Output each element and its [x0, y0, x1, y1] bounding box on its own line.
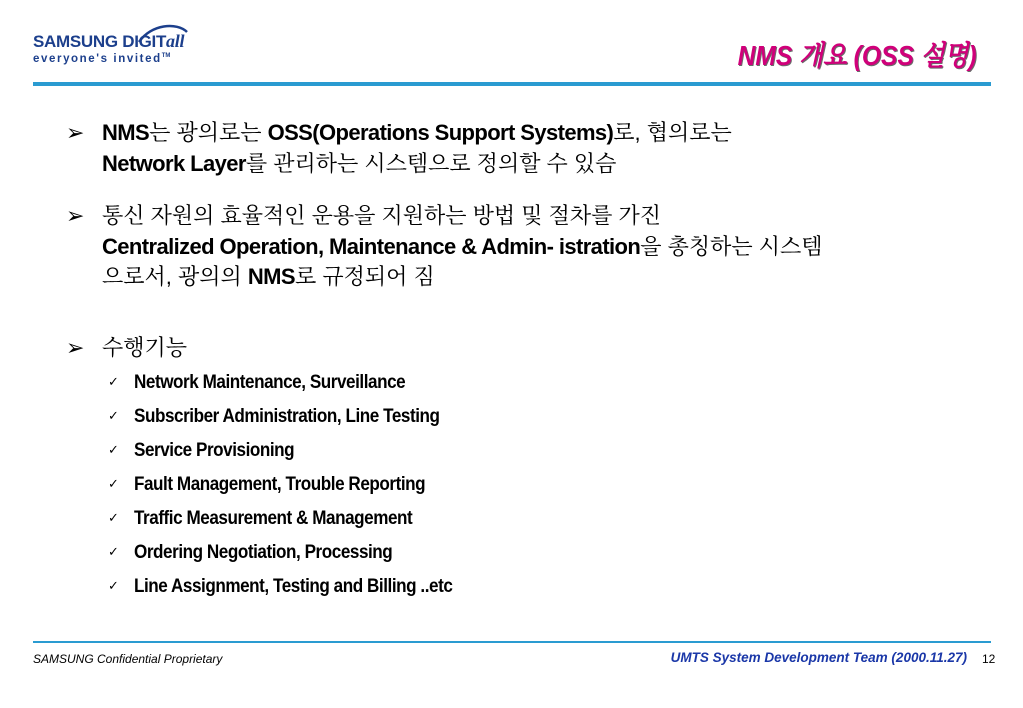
function-item-label: Network Maintenance, Surveillance — [134, 372, 406, 393]
function-item-label: Service Provisioning — [134, 440, 295, 461]
check-icon: ✓ — [108, 510, 119, 525]
text-run: 를 관리하는 시스템으로 정의할 수 있슴 — [245, 150, 617, 176]
function-item-label: Traffic Measurement & Management — [134, 508, 413, 529]
bold-term: NMS — [102, 120, 150, 145]
bold-term: NMS — [247, 264, 295, 289]
paragraph-line — [102, 232, 823, 263]
check-icon: ✓ — [108, 408, 119, 423]
bold-term: Network Layer — [102, 150, 246, 176]
bold-term: Centralized Operation, Maintenance & Admin- istration — [102, 233, 641, 259]
logo-tagline: everyone's invited™ — [33, 53, 171, 65]
header-divider — [33, 82, 991, 86]
text-run: 는 광의로는 — [149, 120, 268, 145]
bold-term: OSS(Operations Support Systems) — [267, 120, 614, 145]
paragraph-line — [102, 201, 823, 232]
bullet-paragraph-nms-definition — [102, 118, 732, 179]
function-item-label: Subscriber Administration, Line Testing — [134, 406, 440, 427]
bullet-marker: ➢ — [66, 335, 85, 360]
text-run: 을 총칭하는 시스템 — [640, 233, 823, 259]
check-icon: ✓ — [108, 476, 119, 491]
footer-confidential: SAMSUNG Confidential Proprietary — [33, 652, 223, 666]
check-icon: ✓ — [108, 544, 119, 559]
bullet-marker: ➢ — [66, 203, 85, 228]
function-item-label: Fault Management, Trouble Reporting — [134, 474, 426, 495]
check-icon: ✓ — [108, 442, 119, 457]
footer-divider — [33, 641, 991, 643]
slide-title: NMS 개요 (OSS 설명) — [738, 40, 977, 71]
footer-team-date: UMTS System Development Team (2000.11.27) — [670, 650, 967, 665]
text-run: 통신 자원의 효율적인 운용을 지원하는 방법 및 절차를 가진 — [102, 203, 661, 228]
functions-heading: 수행기능 — [102, 335, 188, 360]
paragraph-line — [102, 118, 732, 149]
function-item-label: Ordering Negotiation, Processing — [134, 542, 393, 563]
text-run: 로 규정되어 짐 — [294, 264, 435, 289]
page-number: 12 — [982, 652, 996, 666]
logo-wordmark: SAMSUNG DIGITall — [33, 31, 185, 51]
function-item-label: Line Assignment, Testing and Billing ..etc — [134, 576, 453, 597]
bullet-paragraph-nms-scope — [102, 201, 823, 293]
samsung-logo — [33, 22, 193, 74]
check-icon: ✓ — [108, 374, 119, 389]
text-run: 로, 협의로는 — [613, 120, 732, 145]
check-icon: ✓ — [108, 578, 119, 593]
paragraph-line — [102, 262, 823, 293]
paragraph-line — [102, 149, 732, 180]
text-run: 으로서, 광의의 — [102, 264, 248, 289]
bullet-marker: ➢ — [66, 120, 85, 145]
